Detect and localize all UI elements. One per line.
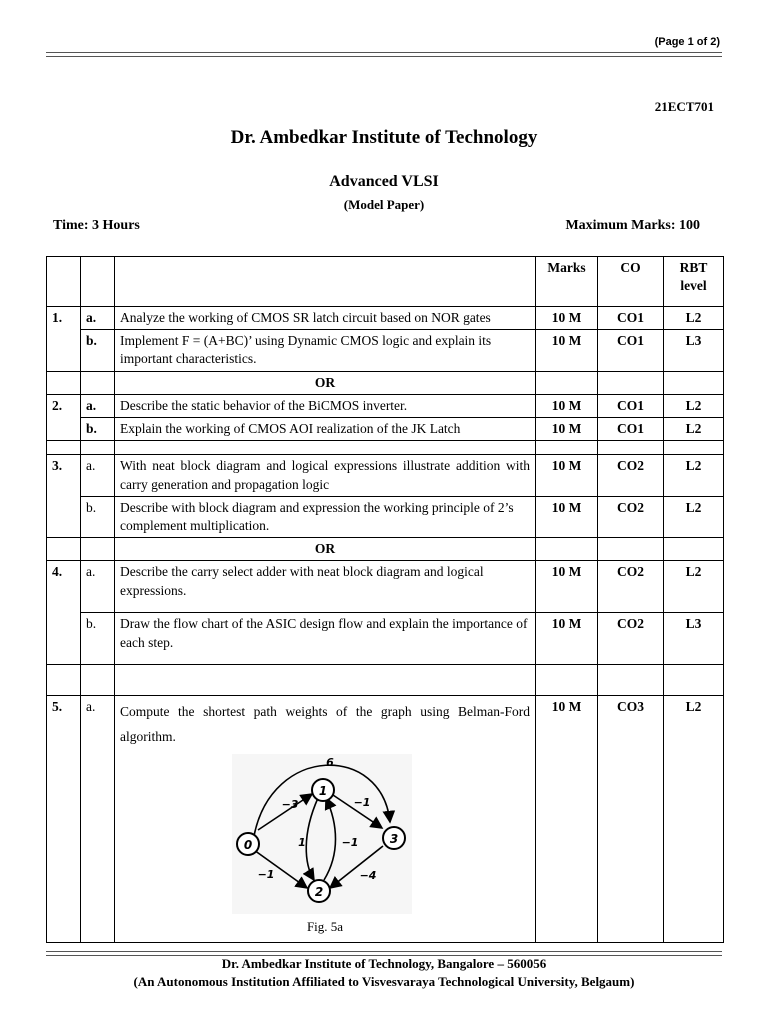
header-rbt: RBT level: [664, 257, 724, 307]
header-marks: Marks: [536, 257, 598, 307]
co-value: CO1: [598, 394, 664, 417]
node-label: 0: [243, 838, 253, 853]
rbt-value: L2: [664, 418, 724, 441]
table-row: [47, 394, 724, 417]
node-label: 2: [314, 885, 324, 900]
graph-diagram: [232, 754, 412, 914]
edge-label-0-3: 6: [326, 756, 334, 770]
header-co: CO: [598, 257, 664, 307]
question-text: Analyze the working of CMOS SR latch circuit based on NOR gates: [115, 307, 536, 330]
sub-question-label: a.: [81, 455, 115, 496]
co-value: CO2: [598, 613, 664, 665]
footer-address: Dr. Ambedkar Institute of Technology, Bangalore – 560056: [221, 956, 547, 971]
table-row: [47, 496, 724, 537]
rbt-value: L3: [664, 330, 724, 371]
marks-value: 10 M: [536, 394, 598, 417]
marks-value: 10 M: [536, 696, 598, 943]
page-number: (Page 1 of 2): [654, 36, 720, 48]
sub-question-label: a.: [81, 394, 115, 417]
question-text: Describe the static behavior of the BiCMOS inverter.: [115, 394, 536, 417]
node-label: 1: [318, 784, 328, 799]
question-number: 5.: [47, 696, 81, 943]
table-row: [47, 455, 724, 496]
exam-duration: Time: 3 Hours: [53, 218, 140, 233]
sub-question-label: a.: [81, 561, 115, 613]
spacer-row: [47, 665, 724, 696]
edge-label-0-2: −1: [257, 868, 275, 882]
node-1: [312, 779, 334, 801]
edge-label-2-1: −1: [341, 836, 359, 850]
co-value: CO2: [598, 455, 664, 496]
spacer-row: [47, 441, 724, 455]
node-0: [237, 833, 259, 855]
or-label: OR: [115, 538, 536, 561]
table-row: [47, 561, 724, 613]
graph-figure: [120, 750, 530, 940]
footer-affiliation: (An Autonomous Institution Affiliated to Visvesvaraya Technological University, Belgaum): [133, 974, 635, 989]
question-text: With neat block diagram and logical expressions illustrate addition with carry generation and propagation logic: [115, 455, 536, 496]
subject-title: Advanced VLSI: [329, 173, 439, 190]
question-text: Explain the working of CMOS AOI realization of the JK Latch: [115, 418, 536, 441]
figure-caption: Fig. 5a: [306, 919, 344, 935]
header-divider: [46, 52, 722, 57]
co-value: CO3: [598, 696, 664, 943]
question-text: Compute the shortest path weights of the graph using Belman-Ford algorithm.: [120, 704, 530, 745]
question-text: Describe the carry select adder with neat block diagram and logical expressions.: [115, 561, 536, 613]
question-table: [46, 256, 724, 943]
marks-value: 10 M: [536, 307, 598, 330]
sub-question-label: a.: [81, 696, 115, 943]
table-row: [47, 307, 724, 330]
or-label: OR: [115, 371, 536, 394]
node-2: [308, 880, 330, 902]
sub-question-label: b.: [81, 496, 115, 537]
table-row: [47, 613, 724, 665]
rbt-value: L3: [664, 613, 724, 665]
paper-type: (Model Paper): [343, 197, 425, 212]
table-row: [47, 696, 724, 943]
or-row: [47, 538, 724, 561]
edge-label-1-2: 1: [298, 836, 306, 850]
rbt-value: L2: [664, 455, 724, 496]
course-code: 21ECT701: [654, 99, 714, 114]
marks-value: 10 M: [536, 561, 598, 613]
node-label: 3: [389, 832, 399, 847]
edge-label-3-2: −4: [359, 869, 377, 883]
node-3: [383, 827, 405, 849]
sub-question-label: b.: [81, 330, 115, 371]
rbt-value: L2: [664, 307, 724, 330]
rbt-value: L2: [664, 696, 724, 943]
question-cell: [115, 696, 536, 943]
question-text: Draw the flow chart of the ASIC design flow and explain the importance of each step.: [115, 613, 536, 665]
edge-label-1-3: −1: [353, 796, 371, 810]
maximum-marks: Maximum Marks: 100: [565, 218, 700, 233]
table-row: [47, 418, 724, 441]
question-number: 2.: [47, 394, 81, 440]
sub-question-label: b.: [81, 418, 115, 441]
sub-question-label: b.: [81, 613, 115, 665]
marks-value: 10 M: [536, 496, 598, 537]
marks-value: 10 M: [536, 613, 598, 665]
co-value: CO2: [598, 496, 664, 537]
co-value: CO1: [598, 418, 664, 441]
rbt-value: L2: [664, 394, 724, 417]
table-row: [47, 330, 724, 371]
question-number: 4.: [47, 561, 81, 665]
marks-value: 10 M: [536, 455, 598, 496]
edge-label-0-1: −3: [281, 798, 299, 812]
question-text: Describe with block diagram and expression the working principle of 2’s complement multiplication.: [115, 496, 536, 537]
marks-value: 10 M: [536, 418, 598, 441]
question-number: 1.: [47, 307, 81, 372]
rbt-value: L2: [664, 496, 724, 537]
rbt-value: L2: [664, 561, 724, 613]
co-value: CO2: [598, 561, 664, 613]
institution-title: Dr. Ambedkar Institute of Technology: [230, 127, 538, 148]
table-header-row: [47, 257, 724, 307]
question-text: Implement F = (A+BC)’ using Dynamic CMOS logic and explain its important characteristics.: [115, 330, 536, 371]
marks-value: 10 M: [536, 330, 598, 371]
question-number: 3.: [47, 455, 81, 538]
co-value: CO1: [598, 330, 664, 371]
sub-question-label: a.: [81, 307, 115, 330]
or-row: [47, 371, 724, 394]
co-value: CO1: [598, 307, 664, 330]
